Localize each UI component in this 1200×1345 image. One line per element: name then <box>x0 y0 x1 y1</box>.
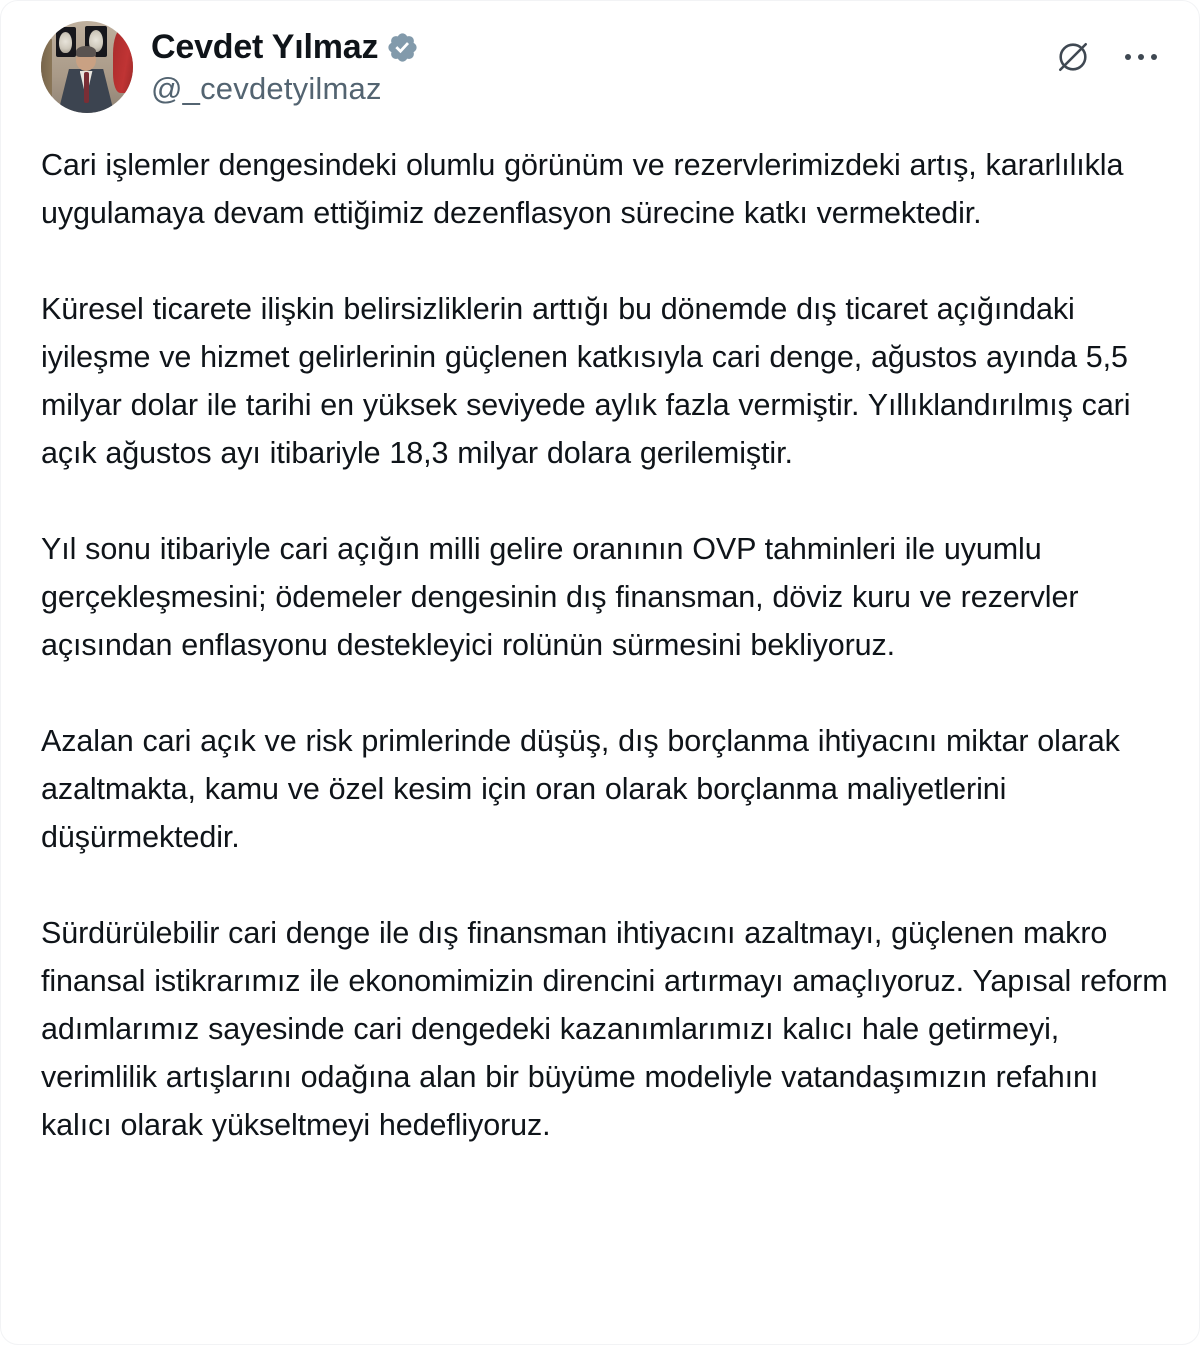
avatar-person-tie <box>84 72 89 103</box>
verified-badge-icon <box>386 31 419 64</box>
avatar[interactable] <box>41 21 133 113</box>
avatar-person-hair <box>76 46 96 57</box>
more-icon <box>1125 39 1157 75</box>
avatar-framed-picture <box>56 27 76 56</box>
author-handle[interactable]: @_cevdetyilmaz <box>151 71 382 106</box>
header-actions <box>1051 21 1161 79</box>
avatar-turkish-flag <box>113 28 133 92</box>
avatar-background-curtain <box>41 39 52 113</box>
tweet-header <box>41 21 1161 113</box>
tweet-paragraph: Cari işlemler dengesindeki olumlu görünüm ve rezervlerimizdeki artış, kararlılıkla uygulamaya devam ettiğimiz dezenflasyon sürecine katkı vermektedir. <box>41 148 1124 230</box>
tweet-text <box>41 141 1176 1149</box>
grok-icon <box>1055 39 1091 75</box>
grok-actions-button[interactable] <box>1051 35 1095 79</box>
author-block <box>151 21 419 109</box>
tweet-paragraph: Küresel ticarete ilişkin belirsizliklerin arttığı bu dönemde dış ticaret açığındaki iyileşme ve hizmet gelirlerinin güçlenen katkısıyla cari denge, ağustos ayında 5,5 milyar dolar ile tarihi en yüksek seviyede aylık fazla vermiştir. Yıllıklandırılmış cari açık ağustos ayı itibariyle 18,3 milyar dolara gerilemiştir. <box>41 292 1131 470</box>
author-display-name[interactable]: Cevdet Yılmaz <box>151 28 379 66</box>
tweet-paragraph: Sürdürülebilir cari denge ile dış finansman ihtiyacını azaltmayı, güçlenen makro finansal istikrarımız ile ekonomimizin direncini artırmayı amaçlıyoruz. Yapısal reform adımlarımız sayesinde cari dengedeki kazanımlarımızı kalıcı hale getirmeyi, verimlilik artışlarını odağına alan bir büyüme modeliyle vatandaşımızın refahını kalıcı olarak yükseltmeyi hedefliyoruz. <box>41 916 1168 1142</box>
tweet-paragraph: Azalan cari açık ve risk primlerinde düşüş, dış borçlanma ihtiyacını miktar olarak azaltmakta, kamu ve özel kesim için oran olarak borçlanma maliyetlerini düşürmektedir. <box>41 724 1120 854</box>
tweet-paragraph: Yıl sonu itibariyle cari açığın milli gelire oranının OVP tahminleri ile uyumlu gerçekleşmesini; ödemeler dengesinin dış finansman, döviz kuru ve rezervler açısından enflasyonu destekleyici rolünün sürmesini bekliyoruz. <box>41 532 1079 662</box>
more-options-button[interactable] <box>1121 35 1161 79</box>
